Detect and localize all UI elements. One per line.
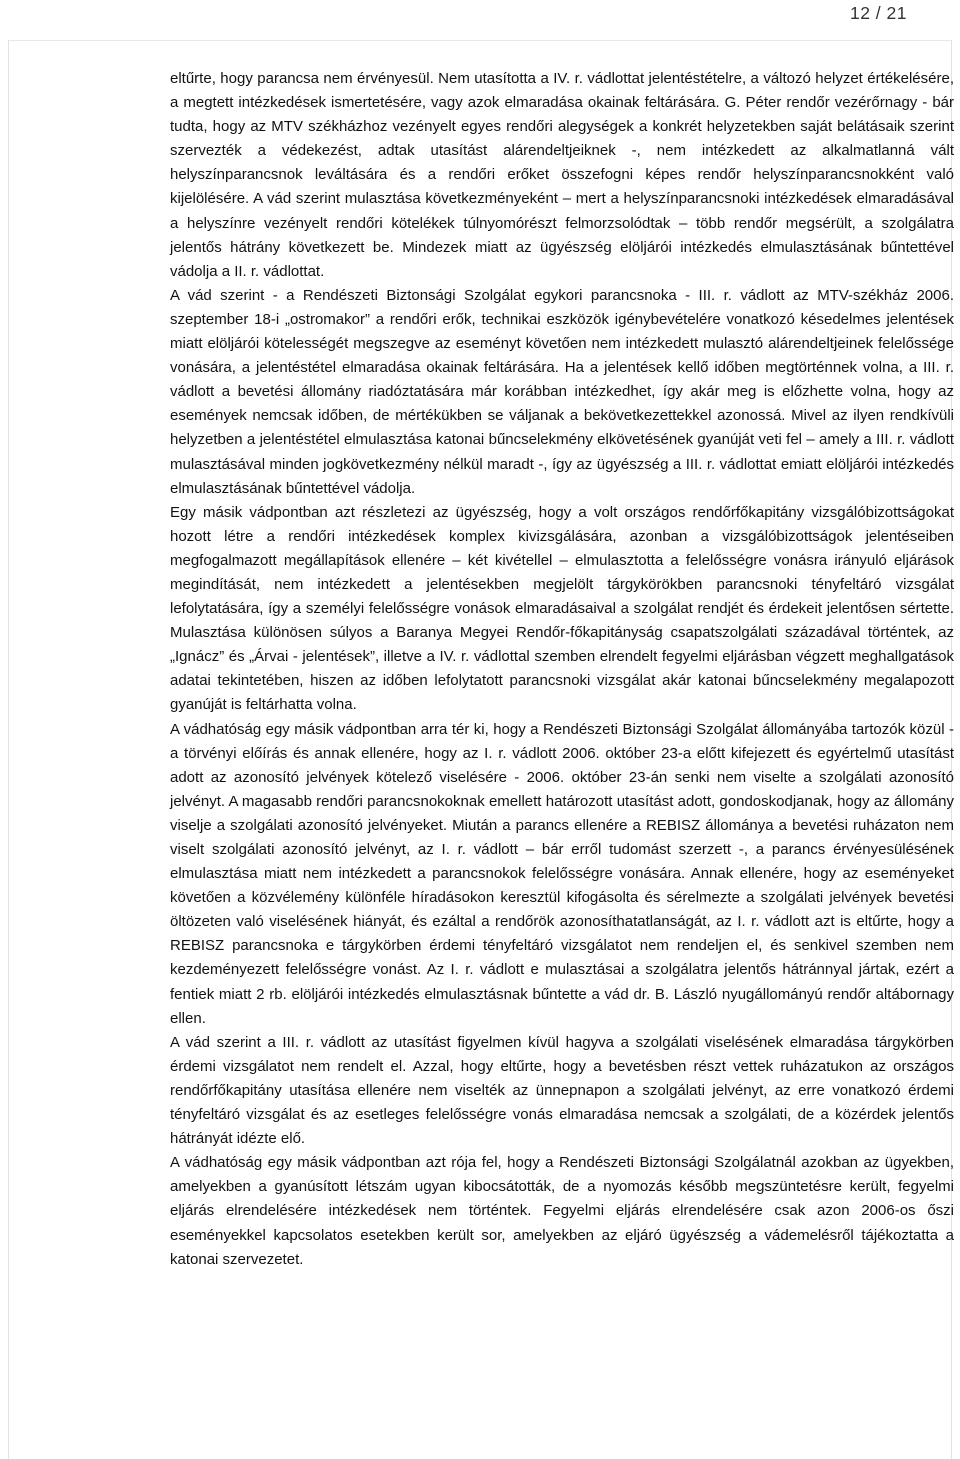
paragraph-1: eltűrte, hogy parancsa nem érvényesül. Nem utasította a IV. r. vádlottat jelentéstételre, a változó helyzet értékelésére, a megtett intézkedések ismertetésére, vagy azok elmaradása okainak feltárására. G. Péter rendőr vezérőrnagy - bár tudta, hogy az MTV székházhoz vezényelt egyes rendőri alegységek a konkrét helyzetekben saját belátásaik szerint szervezték a védekezést, adtak utasítást alárendeltjeiknek -, nem intézkedett az alkalmatlanná vált helyszínparancsnok leváltására és a rendőri erőket összefogni képes rendőr helyszínparancsnokként való kijelölésére. A vád szerint mulasztása következményeként – mert a helyszínparancsnoki intézkedések elmaradásával a helyszínre vezényelt rendőri kötelékek túlnyomórészt felmorzsolódtak – több rendőr megsérült, a szolgálatra jelentős hátrány következett be. Mindezek miatt az ügyészség elöljárói intézkedés elmulasztásának bűntettével vádolja a II. r. vádlottat. [170,70,954,280]
document-body [170,67,954,1272]
page-left-border [8,40,9,1459]
paragraph-2: A vád szerint - a Rendészeti Biztonsági Szolgálat egykori parancsnoka - III. r. vádlott az MTV-székház 2006. szeptember 18-i „ostromakor” a rendőri erők, technikai eszközök igénybevételére vonatkozó késedelmes jelentések miatt elöljárói kötelességét megszegve az eseményt követően nem intézkedett mulasztó alárendeltjeinek felelőssége vonására, a jelentéstétel elmaradása okainak feltárására. Ha a jelentések kellő időben megtörténnek volna, a III. r. vádlott a bevetési állomány riadóztatására már korábban intézkedhet, így akár meg is előzhette volna, hogy az események nemcsak időben, de mértékükben se váljanak a bekövetkezettekkel azonossá. Mivel az ilyen rendkívüli helyzetben a jelentéstétel elmulasztása katonai bűncselekmény elkövetésének gyanúját veti fel – amely a III. r. vádlott mulasztásával minden jogkövetkezmény nélkül maradt -, így az ügyészség a III. r. vádlottat emiatt elöljárói intézkedés elmulasztásának bűntettével vádolja. [170,286,954,497]
page-number: 12 / 21 [849,3,907,23]
paragraph-6: A vádhatóság egy másik vádpontban azt rója fel, hogy a Rendészeti Biztonsági Szolgálatnál azokban az ügyekben, amelyekben a gyanúsított létszám ugyan kibocsátották, de a nyomozás később megszüntetésre került, fegyelmi eljárás elrendelésére intézkedések nem történtek. Fegyelmi eljárás elrendelésére csak azon 2006-os őszi eseményekkel kapcsolatos esetekben került sor, amelyekben az eljáró ügyészség a vádemelésről tájékoztatta a katonai szervezetet. [170,1154,954,1268]
paragraph-3: Egy másik vádpontban azt részletezi az ügyészség, hogy a volt országos rendőrfőkapitány vizsgálóbizottságokat hozott létre a rendőri intézkedések komplex kivizsgálására, azonban a vizsgálóbizottságok jelentéseiben megfogalmazott megállapítások ellenére – két kivétellel – elmulasztotta a felelősségre vonásra irányuló eljárások megindítását, nem intézkedett a jelentésekben megjelölt tárgykörökben parancsnoki tényfeltáró vizsgálat lefolytatására, így a személyi felelősségre vonások elmaradásaival a szolgálat rendjét és érdekeit jelentősen sértette. Mulasztása különösen súlyos a Baranya Megyei Rendőr-főkapitányság csapatszolgálati századával történtek, az „Ignácz” és „Árvai - jelentések”, illetve a IV. r. vádlottal szemben elrendelt fegyelmi eljárásban végzett meghallgatások adatai tekintetében, hiszen az időben lefolytatott parancsnoki vizsgálat akár katonai bűncselekmény megalapozott gyanúját is feltárhatta volna. [170,503,954,714]
paragraph-4: A vádhatóság egy másik vádpontban arra tér ki, hogy a Rendészeti Biztonsági Szolgálat állományába tartozók közül - a törvényi előírás és annak ellenére, hogy az I. r. vádlott 2006. október 23-a előtt kifejezett és egyértelmű utasítást adott az azonosító jelvények kötelező viselésére - 2006. október 23-án senki nem viselte a szolgálati azonosító jelvényt. A magasabb rendőri parancsnokoknak emellett határozott utasítást adott, gondoskodjanak, hogy az állomány viselje a szolgálati azonosító jelvényeket. Miután a parancs ellenére a REBISZ állománya a bevetési ruházaton nem viselt szolgálati azonosító jelvényt, az I. r. vádlott – bár erről tudomást szerzett -, a parancs érvényesülésének elmulasztása miatt nem intézkedett a parancsnokok felelősségre vonására. Annak ellenére, hogy az eseményeket követően a közvélemény különféle híradásokon keresztül kifogásolta és sérelmezte a szolgálati jelvények bevetési öltözeten való viselésének hiányát, és ezáltal a rendőrök azonosíthatatlanságát, az I. r. vádlott azt is eltűrte, hogy a REBISZ parancsnoka e tárgykörben érdemi tényfeltáró vizsgálatot nem rendeljen el, és senkivel szemben nem kezdeményezett felelősségre vonást. Az I. r. vádlott e mulasztásai a szolgálatra jelentős hátránnyal jártak, ezért a fentiek miatt 2 rb. elöljárói intézkedés elmulasztásnak bűntette a vád dr. B. László nyugállományú rendőr altábornagy ellen. [170,720,954,1027]
page-top-border [8,40,952,41]
paragraph-5: A vád szerint a III. r. vádlott az utasítást figyelmen kívül hagyva a szolgálati viselésének elmaradása tárgykörben érdemi vizsgálatot nem rendelt el. Azzal, hogy eltűrte, hogy a bevetésben részt vettek ruházatukon az országos rendőrfőkapitány utasítása ellenére nem viselték az ünnepnapon a szolgálati jelvényt, az erre vonatkozó érdemi tényfeltáró vizsgálat és az esetleges felelősségre vonás elmaradása nemcsak a szolgálati, de a közérdek jelentős hátrányát idézte elő. [170,1033,954,1148]
